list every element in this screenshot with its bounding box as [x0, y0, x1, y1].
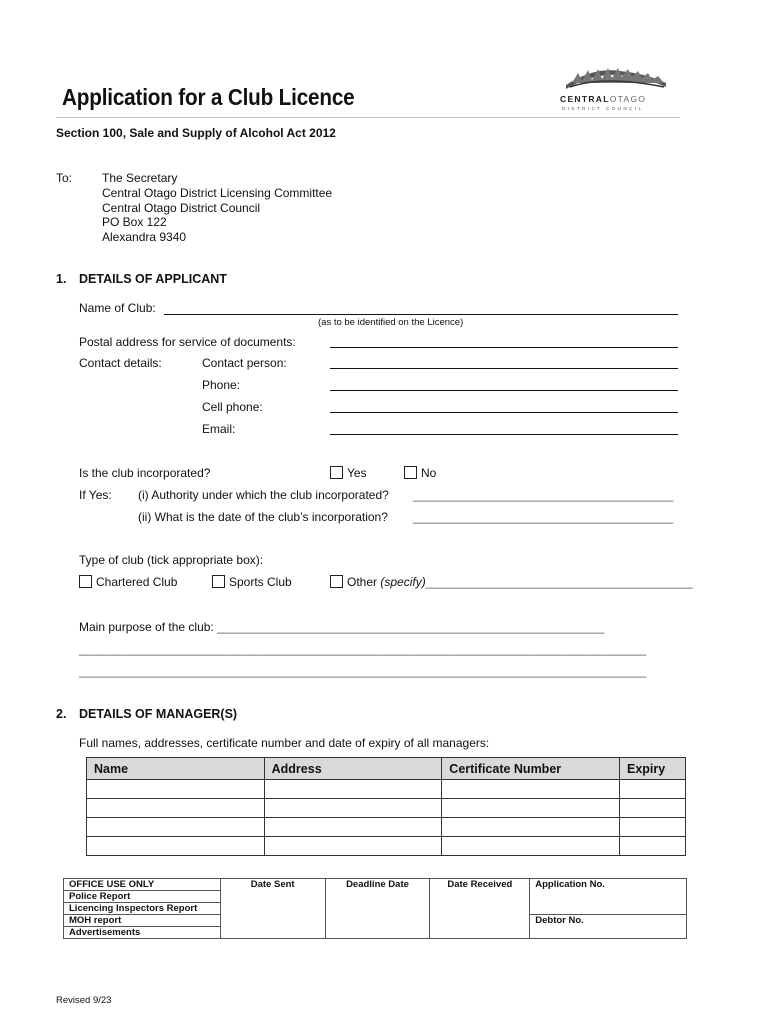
incorporated-yes-option[interactable]: Yes	[330, 466, 367, 480]
table-cell[interactable]	[264, 818, 442, 837]
to-label: To:	[56, 171, 73, 185]
date-received-header: Date Received	[430, 879, 530, 939]
column-header-address: Address	[264, 758, 442, 780]
table-cell[interactable]	[442, 837, 620, 856]
council-logo	[560, 63, 672, 113]
if-yes-label: If Yes:	[79, 488, 112, 502]
addressee-line: Alexandra 9340	[102, 230, 187, 245]
addressee-line: Central Otago District Council	[102, 200, 261, 215]
advertisements-label: Advertisements	[64, 927, 221, 939]
main-purpose-label: Main purpose of the club: __________________________________________________________	[79, 620, 605, 634]
email-field[interactable]	[330, 434, 678, 435]
main-purpose-field[interactable]: __________________________________________________________	[217, 620, 605, 634]
managers-table	[86, 757, 686, 856]
debtor-number-label: Debtor No.	[530, 915, 687, 939]
section2-number: 2.	[56, 707, 67, 721]
office-use-heading: OFFICE USE ONLY	[64, 879, 221, 891]
managers-intro: Full names, addresses, certificate number and date of expiry of all managers:	[79, 736, 490, 750]
addressee-block	[102, 171, 332, 245]
column-header-expiry: Expiry	[620, 758, 686, 780]
addressee-line: Central Otago District Licensing Committee	[102, 185, 333, 200]
other-club-option[interactable]: Other (specify)________________________________________	[330, 575, 693, 589]
club-name-field[interactable]	[164, 314, 678, 315]
table-cell[interactable]	[620, 818, 686, 837]
main-purpose-line[interactable]: _____________________________________________________________________________________	[79, 664, 647, 678]
club-name-note: (as to be identified on the Licence)	[318, 317, 464, 328]
club-type-label: Type of club (tick appropriate box):	[79, 553, 264, 567]
application-number-label: Application No.	[530, 879, 687, 915]
chartered-club-option[interactable]: Chartered Club	[79, 575, 177, 589]
postal-address-label: Postal address for service of documents:	[79, 335, 296, 349]
addressee-line: The Secretary	[102, 171, 178, 185]
deadline-date-header: Deadline Date	[325, 879, 430, 939]
column-header-name: Name	[87, 758, 265, 780]
table-header-row	[87, 758, 686, 780]
contact-details-label: Contact details:	[79, 356, 162, 370]
incorporation-date-question: (ii) What is the date of the club’s incorporation?	[138, 510, 388, 524]
other-club-checkbox[interactable]	[330, 575, 343, 588]
table-cell[interactable]	[442, 799, 620, 818]
addressee-line: PO Box 122	[102, 215, 167, 230]
incorporated-no-option[interactable]: No	[404, 466, 436, 480]
date-sent-header: Date Sent	[220, 879, 325, 939]
chartered-club-checkbox[interactable]	[79, 575, 92, 588]
sports-club-option[interactable]: Sports Club	[212, 575, 292, 589]
table-row	[87, 818, 686, 837]
table-cell[interactable]	[620, 780, 686, 799]
table-cell[interactable]	[264, 799, 442, 818]
table-cell[interactable]	[264, 780, 442, 799]
logo-subtext: DISTRICT COUNCIL	[562, 106, 644, 111]
header-divider	[56, 117, 680, 118]
incorporation-date-field[interactable]: _______________________________________	[413, 510, 674, 524]
no-checkbox[interactable]	[404, 466, 417, 479]
yes-checkbox[interactable]	[330, 466, 343, 479]
table-row	[87, 780, 686, 799]
sports-club-checkbox[interactable]	[212, 575, 225, 588]
table-row	[87, 799, 686, 818]
table-row	[87, 837, 686, 856]
postal-address-field[interactable]	[330, 347, 678, 348]
incorporated-question: Is the club incorporated?	[79, 466, 211, 480]
section1-number: 1.	[56, 272, 67, 286]
email-label: Email:	[202, 422, 236, 436]
table-cell[interactable]	[87, 780, 265, 799]
other-specify-field[interactable]: ________________________________________	[425, 575, 693, 589]
table-cell[interactable]	[620, 837, 686, 856]
phone-field[interactable]	[330, 390, 678, 391]
main-purpose-line[interactable]: _____________________________________________________________________________________	[79, 642, 647, 656]
table-cell[interactable]	[442, 818, 620, 837]
cell-phone-field[interactable]	[330, 412, 678, 413]
table-cell[interactable]	[264, 837, 442, 856]
table-cell[interactable]	[87, 799, 265, 818]
authority-field[interactable]: _______________________________________	[413, 488, 674, 502]
table-cell[interactable]	[620, 799, 686, 818]
column-header-certificate: Certificate Number	[442, 758, 620, 780]
section2-heading: DETAILS OF MANAGER(S)	[79, 707, 238, 721]
revision-note: Revised 9/23	[56, 995, 112, 1006]
police-report-label: Police Report	[64, 891, 221, 903]
mountains-icon	[564, 63, 668, 91]
section1-heading: DETAILS OF APPLICANT	[79, 272, 227, 286]
table-cell[interactable]	[442, 780, 620, 799]
logo-name: CENTRALOTAGO	[560, 94, 647, 104]
authority-question: (i) Authority under which the club incorporated?	[138, 488, 389, 502]
table-cell[interactable]	[87, 837, 265, 856]
page-subtitle: Section 100, Sale and Supply of Alcohol Act 2012	[56, 126, 336, 140]
contact-person-label: Contact person:	[202, 356, 287, 370]
club-name-label: Name of Club:	[79, 301, 156, 315]
moh-report-label: MOH report	[64, 915, 221, 927]
contact-person-field[interactable]	[330, 368, 678, 369]
phone-label: Phone:	[202, 378, 241, 392]
cell-phone-label: Cell phone:	[202, 400, 263, 414]
page-title: Application for a Club Licence	[62, 84, 355, 110]
table-cell[interactable]	[87, 818, 265, 837]
office-use-table	[63, 878, 687, 939]
licencing-inspectors-report-label: Licencing Inspectors Report	[64, 903, 221, 915]
